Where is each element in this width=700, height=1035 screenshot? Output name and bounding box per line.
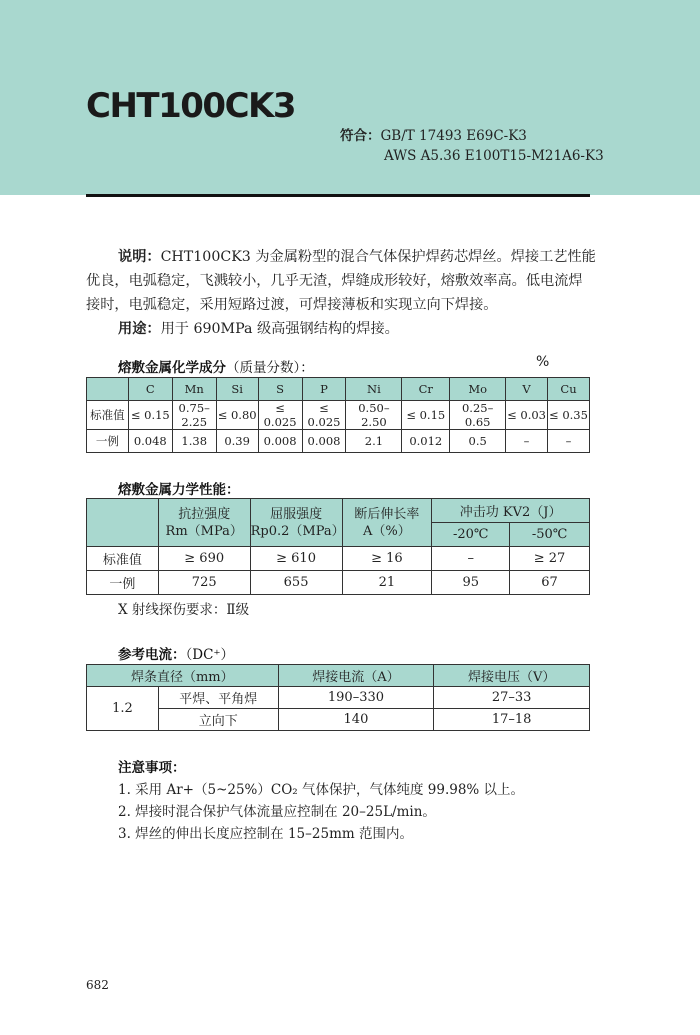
chem-cell: 0.50–2.50 [346,401,402,430]
standard-aws: AWS A5.36 E100T15-M21A6-K3 [384,148,604,164]
chem-header-cell: C [128,378,172,401]
standards-label: 符合： [340,128,381,144]
mech-cell: 标准值 [87,547,159,571]
current-row-vertical-down [87,709,590,731]
chem-cell: 0.39 [216,430,258,453]
standard-gb: GB/T 17493 E69C-K3 [380,128,527,144]
chem-header-cell [87,378,129,401]
chem-header-cell: Cr [402,378,450,401]
current-row-flat [87,687,590,709]
mech-row-standard [87,547,590,571]
note-item: 2. 焊接时混合保护气体流量应控制在 20–25L/min。 [118,804,436,820]
mech-header-impact: 冲击功 KV2（J） [432,499,590,523]
chem-cell: 0.048 [128,430,172,453]
use-paragraph [86,317,596,341]
notes-title: 注意事项： [118,760,186,776]
chem-unit: % [536,354,550,370]
note-item: 3. 焊丝的伸出长度应控制在 15–25mm 范围内。 [118,826,413,842]
mech-cell: ≥ 690 [158,547,250,571]
chem-cell: ≤ 0.80 [216,401,258,430]
use-text: 用于 690MPa 级高强钢结构的焊接。 [160,321,399,337]
chem-cell: 0.008 [302,430,346,453]
current-voltage: 27–33 [434,687,590,709]
chem-header-cell: V [506,378,548,401]
mech-header-temp-50: -50℃ [510,523,590,547]
current-amperage: 140 [278,709,434,731]
current-table [86,664,590,731]
current-position: 立向下 [158,709,278,731]
description-paragraph [86,245,596,317]
current-header-voltage: 焊接电压（V） [434,665,590,687]
mech-section-title: 熔敷金属力学性能： [118,482,240,498]
chem-cell: ≤ 0.35 [548,401,590,430]
chem-cell: 0.25–0.65 [450,401,506,430]
notes-block [118,757,524,845]
chem-table [86,377,590,453]
chem-cell: 1.38 [172,430,216,453]
current-diameter-value: 1.2 [87,687,159,731]
use-label: 用途： [118,321,161,337]
chem-cell: 0.5 [450,430,506,453]
mech-cell: – [432,547,510,571]
mech-cell: 725 [158,571,250,595]
mech-header-tensile: 抗拉强度 Rm（MPa） [158,499,250,547]
chem-header-cell: Mn [172,378,216,401]
mech-cell: 一例 [87,571,159,595]
chem-header-cell: Cu [548,378,590,401]
standards-block [340,126,604,166]
chem-cell: ≤ 0.15 [402,401,450,430]
xray-requirement: X 射线探伤要求：Ⅱ级 [118,602,250,618]
product-title: CHT100CK3 [86,86,296,126]
chem-cell: – [506,430,548,453]
mech-header-elongation: 断后伸长率 A（%） [342,499,432,547]
mech-cell: ≥ 16 [342,547,432,571]
current-header-diameter: 焊条直径（mm） [87,665,279,687]
chem-cell: ≤ 0.025 [258,401,302,430]
mech-cell: 67 [510,571,590,595]
mech-header-blank [87,499,159,547]
mech-header-temp-20: -20℃ [432,523,510,547]
description-label: 说明： [118,249,161,265]
chem-cell: 0.012 [402,430,450,453]
chem-row-standard [87,401,590,430]
mech-cell: ≥ 610 [250,547,342,571]
mech-cell: 655 [250,571,342,595]
chem-cell: ≤ 0.03 [506,401,548,430]
mech-cell: 21 [342,571,432,595]
chem-section-title: 熔敷金属化学成分（质量分数）： [118,360,314,376]
chem-cell: ≤ 0.025 [302,401,346,430]
mech-cell: 95 [432,571,510,595]
header-divider [86,194,590,197]
current-voltage: 17–18 [434,709,590,731]
chem-row-example [87,430,590,453]
chem-cell: 0.75–2.25 [172,401,216,430]
chem-cell: 2.1 [346,430,402,453]
chem-cell: 0.008 [258,430,302,453]
note-item: 1. 采用 Ar+（5~25%）CO₂ 气体保护，气体纯度 99.98% 以上。 [118,782,525,798]
mech-table [86,498,590,595]
page-number: 682 [86,978,109,992]
mech-header-yield: 屈服强度 Rp0.2（MPa） [250,499,342,547]
chem-cell: – [548,430,590,453]
description-text: CHT100CK3 为金属粉型的混合气体保护焊药芯焊丝。焊接工艺性能优良，电弧稳定，飞溅较小，几乎无渣，焊缝成形较好，熔敷效率高。低电流焊接时，电弧稳定，采用短路过渡，可焊接薄板和实现立向下焊接。 [86,249,596,313]
chem-cell: ≤ 0.15 [128,401,172,430]
chem-header-cell: Mo [450,378,506,401]
chem-header-cell: Ni [346,378,402,401]
chem-header-cell: Si [216,378,258,401]
current-position: 平焊、平角焊 [158,687,278,709]
current-section-title: 参考电流：（DC⁺） [118,647,235,663]
description-block [86,245,596,341]
chem-header-row [87,378,590,401]
current-amperage: 190–330 [278,687,434,709]
mech-cell: ≥ 27 [510,547,590,571]
chem-cell: 一例 [87,430,129,453]
current-header-amperage: 焊接电流（A） [278,665,434,687]
mech-row-example [87,571,590,595]
chem-cell: 标准值 [87,401,129,430]
chem-header-cell: P [302,378,346,401]
chem-header-cell: S [258,378,302,401]
